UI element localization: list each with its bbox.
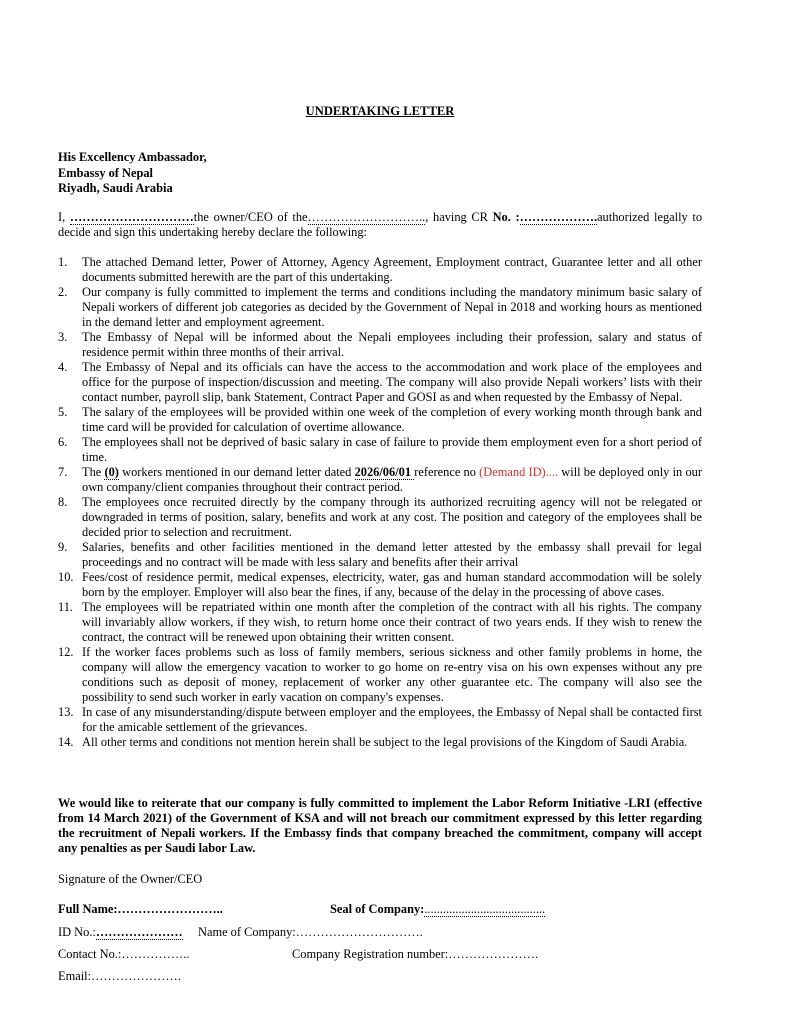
term-item [58, 360, 702, 405]
intro-paragraph [58, 210, 702, 240]
term-item [58, 465, 702, 495]
term-text: The employees once recruited directly by the company through its authorized recruiting agency will not be relegated or downgraded in terms of position, salary, benefits and work at any cost. The position and category of the employees shall be decided prior to selection and recruitment. [82, 495, 702, 539]
term-text: will be deployed only in our own company/client companies throughout their contract period. [82, 465, 702, 494]
term-number: 9. [58, 540, 68, 554]
cr-label: No. : [492, 210, 520, 224]
intro-text: , having CR [425, 210, 493, 224]
term-item [58, 600, 702, 645]
worker-count: (0) [104, 465, 119, 479]
term-text: The [82, 465, 105, 479]
term-number: 6. [58, 435, 68, 449]
term-text: In case of any misunderstanding/dispute between employer and the employees, the Embassy of Nepal shall be contacted first for the amicable settlement of the grievances. [82, 705, 702, 734]
term-item [58, 735, 702, 750]
term-number: 13. [58, 705, 74, 719]
addressee-block [58, 150, 207, 197]
addressee-line: Embassy of Nepal [58, 165, 154, 180]
contact-field: Contact No.:…………….. [58, 947, 190, 961]
term-number: 3. [58, 330, 68, 344]
term-item [58, 330, 702, 360]
signature-label: Signature of the Owner/CEO [58, 872, 203, 886]
term-text: The Embassy of Nepal and its officials can have the access to the accommodation and work place of the employees and office for the purpose of inspection/discussion and meeting. The company will also provide Nepali workers’ lists with their contact number, payroll slip, bank Statement, Contract Paper and GOSI as and when requested by the Embassy of Nepal. [82, 360, 702, 404]
term-text: The employees shall not be deprived of basic salary in case of failure to provide them employment even for a short period of time. [82, 435, 702, 464]
company-name-field: Name of Company:…………………………. [198, 925, 423, 939]
name-blank: ………………………… [69, 210, 194, 224]
term-number: 5. [58, 405, 68, 419]
intro-text: I, [58, 210, 70, 224]
intro-text: the owner/CEO of the [193, 210, 308, 224]
company-registration-field: Company Registration number:…………………. [292, 947, 539, 961]
term-item [58, 405, 702, 435]
addressee-line: Riyadh, Saudi Arabia [58, 181, 173, 195]
cr-blank: ………………. [519, 210, 598, 224]
term-item [58, 495, 702, 540]
intro-text: authorized legally to decide and sign this undertaking hereby declare the following: [58, 210, 703, 239]
term-text: workers mentioned in our demand letter dated [118, 465, 355, 479]
email-field: Email:…………………. [58, 969, 181, 983]
term-number: 8. [58, 495, 68, 509]
term-number: 14. [58, 735, 74, 749]
term-text: Fees/cost of residence permit, medical expenses, electricity, water, gas and human standard accommodation will be solely born by the employer. Employer will also bear the fines, if any, because of the delay in the processing of above cases. [82, 570, 702, 599]
term-number: 11. [58, 600, 74, 614]
terms-list [58, 255, 702, 750]
term-text: Our company is fully committed to implement the terms and conditions including the mandatory minimum basic salary of Nepali workers of different job categories as decided by the Government of Nepal in 2018 and working hours as mentioned in the demand letter and employment agreement. [82, 285, 702, 329]
term-number: 2. [58, 285, 68, 299]
id-blank: ………………… [95, 925, 183, 939]
term-text: The Embassy of Nepal will be informed about the Nepali employees including their profession, salary and status of residence permit within three months of their arrival. [82, 330, 702, 359]
id-label: ID No.: [58, 925, 96, 939]
demand-id: (Demand ID).... [479, 465, 559, 479]
term-number: 12. [58, 645, 74, 659]
term-item [58, 285, 702, 330]
term-item [58, 570, 702, 600]
term-text: All other terms and conditions not mention herein shall be subject to the legal provisions of the Kingdom of Saudi Arabia. [82, 735, 688, 749]
term-item [58, 255, 702, 285]
term-number: 10. [58, 570, 74, 584]
seal-field [330, 902, 545, 917]
seal-label: Seal of Company: [330, 902, 425, 916]
term-number: 1. [58, 255, 68, 269]
term-item [58, 705, 702, 735]
id-field [58, 925, 183, 940]
letter-title: UNDERTAKING LETTER [305, 104, 455, 118]
full-name-field: Full Name:…………………….. [58, 902, 223, 916]
term-text: Salaries, benefits and other facilities mentioned in the demand letter attested by the embassy shall prevail for legal proceedings and no contract will be made with less salary and benefits after their arrival [82, 540, 702, 569]
addressee-line: His Excellency Ambassador, [58, 150, 207, 164]
company-blank: ……………………….. [307, 210, 426, 224]
term-number: 7. [58, 465, 68, 479]
term-item [58, 645, 702, 705]
term-number: 4. [58, 360, 68, 374]
term-item [58, 435, 702, 465]
demand-date: 2026/06/01 [354, 465, 415, 479]
term-text: The attached Demand letter, Power of Attorney, Agency Agreement, Employment contract, Guarantee letter and all other documents submitted herewith are the part of this undertaking. [82, 255, 702, 284]
term-item [58, 540, 702, 570]
term-text: reference no [414, 465, 480, 479]
closing-statement: We would like to reiterate that our company is fully committed to implement the Labor Reform Initiative -LRI (effective from 14 March 2021) of the Government of KSA and will not breach our commitment expressed by this letter regarding the recruitment of Nepali workers. If the Embassy finds that company breached the commitment, company will accept any penalties as per Saudi labor Law. [58, 796, 702, 855]
term-text: The employees will be repatriated within one month after the completion of the contract with all his rights. The company will invariably allow workers, if they wish, to return home once their contract of two years ends. If they wish to renew the contract, the contract will be renewed upon obtaining their written consent. [82, 600, 702, 644]
term-text: The salary of the employees will be provided within one week of the completion of every working month through bank and time card will be provided for calculation of overtime allowance. [82, 405, 702, 434]
term-text: If the worker faces problems such as loss of family members, serious sickness and other family problems in home, the company will allow the emergency vacation to worker to go home on re-entry visa on his own expenses without any pre conditions such as deposit of money, replacement of worker any other guarantee etc. The company will also see the possibility to send such worker in early vacation on company's expenses. [82, 645, 702, 704]
seal-blank: ....................................... [424, 902, 546, 916]
